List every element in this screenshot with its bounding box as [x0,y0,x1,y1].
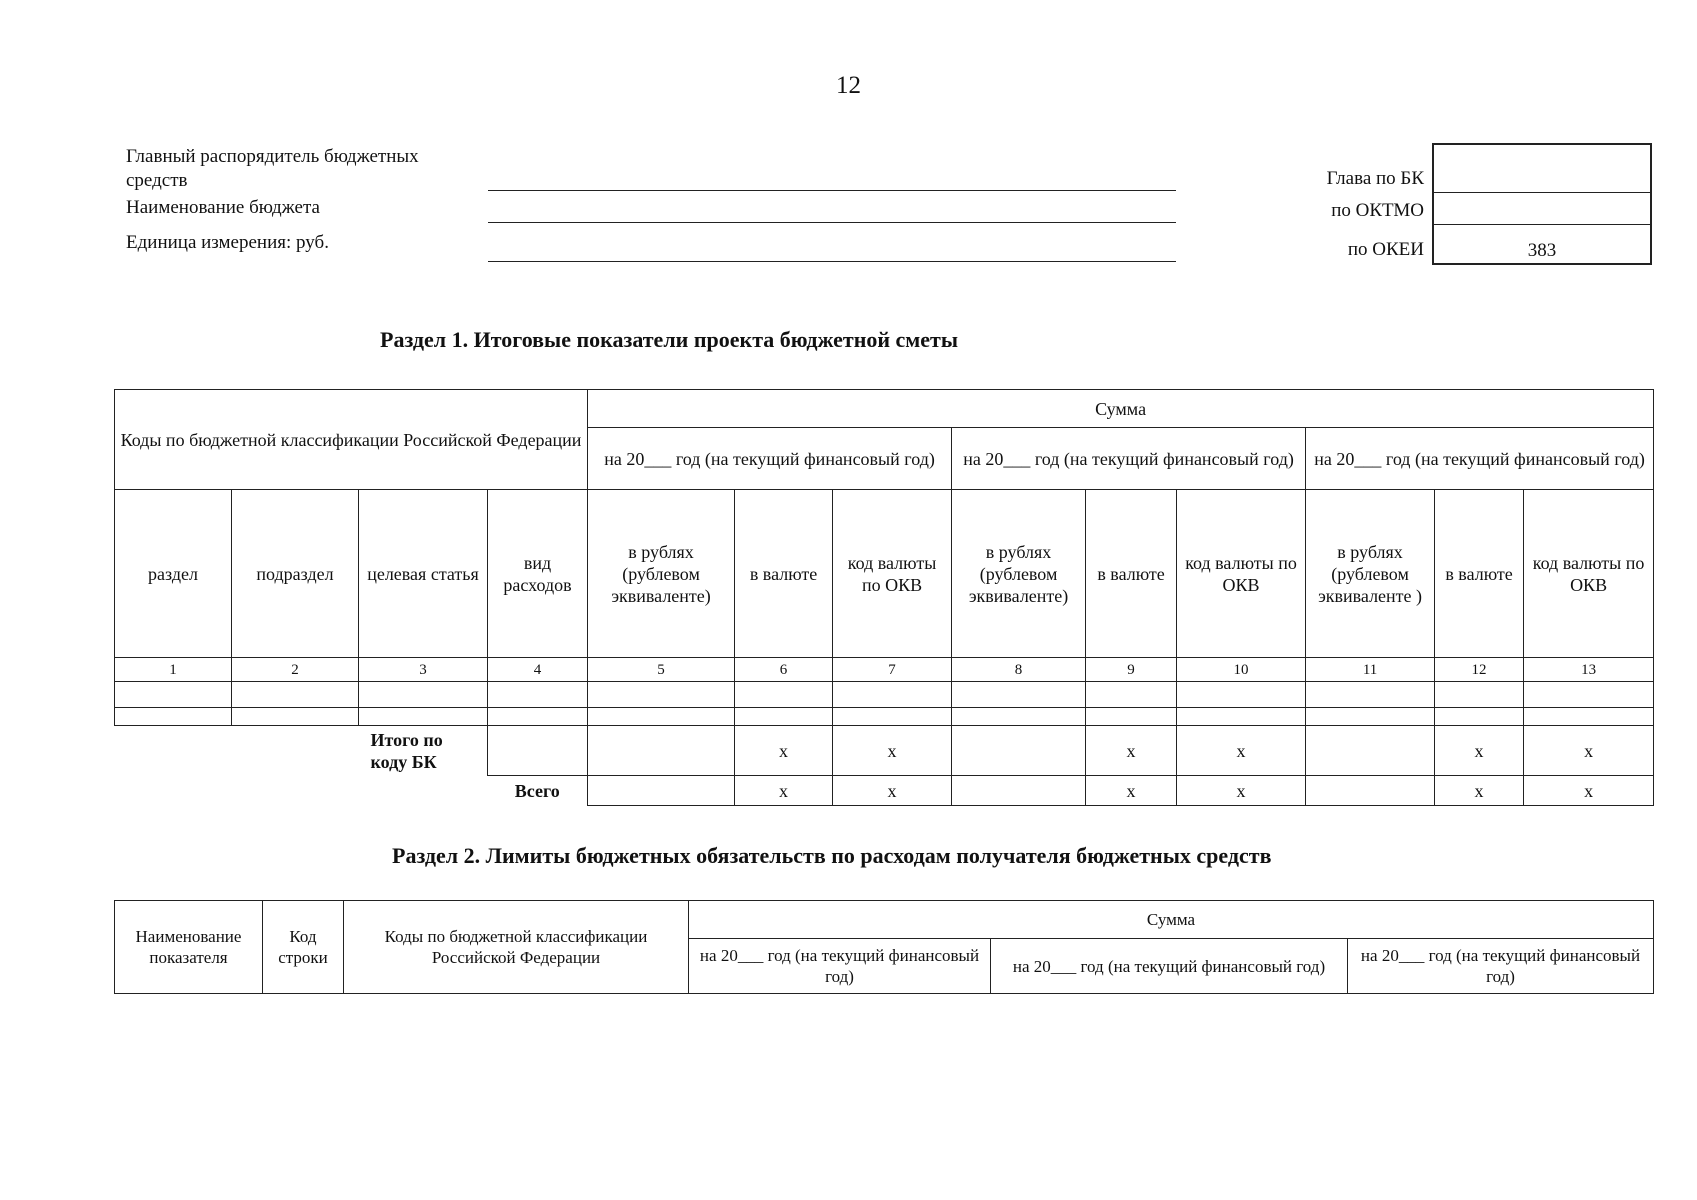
chapter-bk-label: Глава по БК [1326,168,1424,189]
table-cell[interactable] [1177,708,1306,726]
col-number: 8 [952,658,1086,682]
table-cell[interactable] [1306,682,1435,708]
indicator-header: Наименование показателя [115,901,263,994]
cross-mark: х [1435,776,1524,806]
table-cell[interactable] [952,708,1086,726]
table-cell[interactable] [359,682,488,708]
total-label: Всего [488,776,588,806]
cross-mark: х [1524,776,1654,806]
total-row [115,776,1654,806]
cross-mark: х [1177,776,1306,806]
col-rub-3: в рублях (рублевом эквиваленте ) [1306,490,1435,658]
col-number: 10 [1177,658,1306,682]
col-okv-1: код валюты по ОКВ [833,490,952,658]
table-cell[interactable] [833,682,952,708]
table-cell[interactable] [735,708,833,726]
col-okv-2: код валюты по ОКВ [1177,490,1306,658]
total-by-code-row [115,726,1654,776]
oktmo-label: по ОКТМО [1331,200,1424,221]
col-number: 1 [115,658,232,682]
table-cell[interactable] [588,682,735,708]
col-expense-type: вид расходов [488,490,588,658]
col-currency-1: в валюте [735,490,833,658]
col-number: 12 [1435,658,1524,682]
table-cell[interactable] [952,726,1086,776]
unit-label: Единица измерения: руб. [126,232,329,253]
col-section: раздел [115,490,232,658]
budget-name-label: Наименование бюджета [126,197,320,218]
table-cell[interactable] [1306,776,1435,806]
section1-table [114,389,1654,806]
year-header-3: на 20___ год (на текущий финансовый год) [1348,939,1654,994]
page-number: 12 [836,72,861,99]
table-cell[interactable] [1435,682,1524,708]
table-cell[interactable] [1524,708,1654,726]
col-number: 4 [488,658,588,682]
section1-title: Раздел 1. Итоговые показатели проекта бюджетной сметы [380,327,959,352]
main-manager-label: Главный распорядитель бюджетных средств [126,146,419,191]
table-cell[interactable] [952,682,1086,708]
main-manager-field[interactable] [488,190,1176,191]
table-cell[interactable] [232,682,359,708]
unit-field[interactable] [488,261,1176,262]
table-cell[interactable] [588,776,735,806]
year-header-1: на 20___ год (на текущий финансовый год) [588,428,952,490]
cross-mark: х [1086,776,1177,806]
year-header-2: на 20___ год (на текущий финансовый год) [991,939,1348,994]
codes-box [1432,143,1652,265]
cross-mark: х [735,726,833,776]
table-cell[interactable] [1435,708,1524,726]
table-row [115,682,1654,708]
table-cell[interactable] [952,776,1086,806]
table-cell[interactable] [1177,682,1306,708]
cross-mark: х [1435,726,1524,776]
col-number: 5 [588,658,735,682]
cross-mark: х [833,726,952,776]
year-header-1: на 20___ год (на текущий финансовый год) [689,939,991,994]
year-header-2: на 20___ год (на текущий финансовый год) [952,428,1306,490]
section2-title: Раздел 2. Лимиты бюджетных обязательств по расходам получателя бюджетных средств [392,843,1272,868]
sum-header: Сумма [689,901,1654,939]
table-cell[interactable] [735,682,833,708]
table-cell[interactable] [1524,682,1654,708]
col-rub-1: в рублях (рублевом эквиваленте) [588,490,735,658]
section2-table [114,900,1654,994]
table-row [115,708,1654,726]
col-okv-3: код валюты по ОКВ [1524,490,1654,658]
oktmo-value[interactable] [1434,193,1650,225]
table-cell[interactable] [1306,726,1435,776]
table-cell[interactable] [1306,708,1435,726]
chapter-bk-value[interactable] [1434,145,1650,193]
table-cell[interactable] [488,682,588,708]
col-rub-2: в рублях (рублевом эквиваленте) [952,490,1086,658]
cross-mark: х [833,776,952,806]
table-cell[interactable] [115,682,232,708]
table-cell[interactable] [115,708,232,726]
col-number: 7 [833,658,952,682]
col-number: 11 [1306,658,1435,682]
budget-name-field[interactable] [488,222,1176,223]
col-subsection: подраздел [232,490,359,658]
col-currency-3: в валюте [1435,490,1524,658]
year-header-3: на 20___ год (на текущий финансовый год) [1306,428,1654,490]
table-cell[interactable] [833,708,952,726]
col-number: 13 [1524,658,1654,682]
table-cell[interactable] [1086,708,1177,726]
codes-header: Коды по бюджетной классификации Российской Федерации [344,901,689,994]
col-currency-2: в валюте [1086,490,1177,658]
cross-mark: х [735,776,833,806]
table-cell[interactable] [232,708,359,726]
codes-header: Коды по бюджетной классификации Российской Федерации [115,390,588,490]
sum-header: Сумма [588,390,1654,428]
cross-mark: х [1177,726,1306,776]
table-cell[interactable] [588,708,735,726]
cross-mark: х [1524,726,1654,776]
col-number: 6 [735,658,833,682]
table-cell[interactable] [1086,682,1177,708]
table-cell[interactable] [588,726,735,776]
col-number: 2 [232,658,359,682]
total-by-code-label: Итого по коду БК [370,729,443,772]
okei-label: по ОКЕИ [1347,239,1424,260]
table-cell[interactable] [359,708,488,726]
col-number: 9 [1086,658,1177,682]
col-target-item: целевая статья [359,490,488,658]
okei-value[interactable]: 383 [1527,240,1557,261]
col-number: 3 [359,658,488,682]
table-cell[interactable] [488,708,588,726]
cross-mark: х [1086,726,1177,776]
line-code-header: Код строки [263,901,344,994]
table-cell[interactable] [488,726,588,776]
